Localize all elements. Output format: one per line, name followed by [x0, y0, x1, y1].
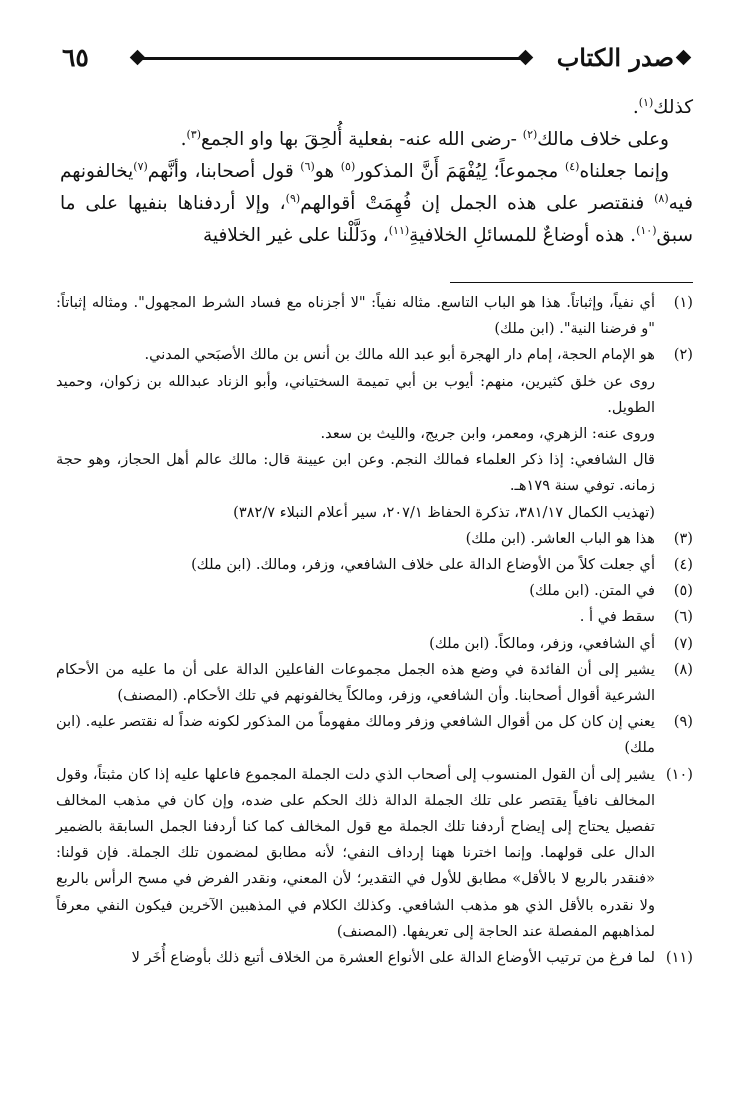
- footnote-number: (١١): [665, 949, 693, 967]
- footnote-line: سقط في أ .: [579, 608, 655, 626]
- text-segment: وإنما جعلناه: [579, 161, 670, 182]
- footnote: [56, 604, 693, 630]
- footnote: [56, 631, 693, 657]
- text-segment: مجموعاً؛ لِيُفْهَمَ أَنَّ المذكور: [355, 161, 565, 182]
- footnote-marker: (٦): [300, 159, 315, 173]
- footnote-line: أي جعلت كلاً من الأوضاع الدالة على خلاف الشافعي، وزفر، ومالك. (ابن ملك): [191, 556, 655, 574]
- text-segment: .: [632, 97, 639, 118]
- footnote-line: أي الشافعي، وزفر، ومالكاً. (ابن ملك): [429, 634, 655, 652]
- footnote: [56, 709, 693, 761]
- header-ornament-diamond: [518, 50, 534, 66]
- footnote-line: في المتن. (ابن ملك): [529, 582, 655, 600]
- paragraph: [60, 124, 693, 156]
- footnote-text: [56, 604, 655, 630]
- footnote-line: يشير إلى أن القول المنسوب إلى أصحاب الذي دلت الجملة المجموع فاعلها عليه إذا كان مثبتاً، وقول المخالف نافياً يقتصر على تلك الجملة الدالة ذلك الحكم على ضده، وإن كان في مذهب المخالف تفصيل يحتاج إلى إيضاح أردفنا تلك الجملة مع قول المخالف كما كنا أردفنا الجمل السابقة بالضمير الدال على قولهما. وإنما اخترنا ههنا إرداف النفي؛ لأنه مطابق لمضمون تلك الجملة. فإن قولنا: «فنقدر بالربع لا بالأقل» مطابق للأول في التقدير؛ لأن المعني، ونقدر الفرض في مسح الرأس بالربع ولا نقدره بالأقل الذي هو مذهب الشافعي. وكذلك الكلام في المذهبين الآخرين فيكون النفي معرفاً لمذاهبهم المفصلة عند الحاجة إلى تعريفها. (المصنف): [56, 765, 655, 940]
- footnote-marker: (١): [638, 95, 654, 109]
- footnote-text: [56, 578, 655, 604]
- footnote-line: يعني إن كان كل من أقوال الشافعي وزفر ومالك مفهوماً من المذكور لكونه ضداً له نقتصر عليه. (ابن ملك): [56, 713, 655, 757]
- footnote-text: [56, 762, 655, 945]
- footnote-line: وروى عنه: الزهري، ومعمر، وابن جريج، والليث بن سعد.: [320, 425, 655, 443]
- footnote-text: [56, 290, 655, 342]
- footnote: [56, 762, 693, 945]
- footnote: [56, 342, 693, 525]
- text-segment: وعلى خلاف مالك: [537, 129, 669, 150]
- footnote: [56, 290, 693, 342]
- footnote-marker: (٤): [564, 159, 580, 173]
- footnote: [56, 657, 693, 709]
- footnote-line: يشير إلى أن الفائدة في وضع هذه الجمل مجموعات الفاعلين الدالة على أن ما عليه من الأحكام الشرعية أقوال أصحابنا. وأن الشافعي، وزفر، ومالكاً يخالفونهم في تلك الأحكام. (المصنف): [56, 660, 655, 705]
- footnote-text: [56, 709, 655, 761]
- footnote-marker: (٧): [133, 159, 148, 173]
- footnote-number: (٩): [673, 713, 693, 731]
- footnote-number: (٥): [673, 582, 693, 600]
- header-ornament-diamond: [676, 50, 692, 66]
- footnote-separator: [450, 282, 693, 283]
- footnote-number: (٨): [673, 660, 693, 678]
- page-number: ٦٥: [62, 43, 89, 72]
- footnote-text: [56, 945, 655, 971]
- footnote-number: (٧): [673, 634, 693, 652]
- footnote-marker: (١٠): [636, 223, 657, 237]
- text-segment: يخالفونهم فيه: [60, 161, 693, 214]
- footnote-line: (تهذيب الكمال ٣٨١/١٧، تذكرة الحفاظ ٢٠٧/١، سير أعلام النبلاء ٣٨٢/٧): [233, 503, 655, 521]
- text-segment: هو: [314, 161, 341, 182]
- main-text: [60, 92, 693, 252]
- footnote-line: لما فرغ من ترتيب الأوضاع الدالة على الأنواع العشرة من الخلاف أتبع ذلك بأوضاع أُخَر لا: [131, 949, 655, 967]
- footnotes: [56, 290, 693, 971]
- footnote-line: أي نفياً، وإثباتاً. هذا هو الباب التاسع. مثاله نفياً: "لا أجزناه مع فساد الشرط المجهول". ومثاله إثباتاً: "و فرضنا النية". (ابن ملك): [56, 294, 655, 338]
- footnote: [56, 526, 693, 552]
- footnote-marker: (١١): [388, 223, 410, 237]
- page-header: [62, 42, 690, 76]
- footnote-text: [56, 342, 655, 525]
- footnote-marker: (٨): [654, 191, 669, 205]
- footnote-marker: (٢): [522, 127, 538, 141]
- text-segment: -رضى الله عنه- بفعلية أُلحِقَ بها واو الجمع: [201, 129, 523, 150]
- footnote-number: (٣): [673, 529, 693, 547]
- text-segment: كذلك: [653, 97, 693, 118]
- paragraph: [60, 92, 693, 124]
- text-segment: . هذه أوضاعٌ للمسائلِ الخلافيةِ: [409, 225, 637, 246]
- footnote-marker: (٥): [340, 159, 356, 173]
- footnote-number: (٦): [673, 608, 693, 626]
- text-segment: .: [180, 129, 187, 150]
- text-segment: ، وإلا أردفناها بنفيها على ما سبق: [60, 193, 693, 246]
- footnote-number: (٢): [673, 346, 693, 364]
- running-title: صدر الكتاب: [556, 43, 674, 72]
- text-segment: ، ودَلَّلْنا على غير الخلافية: [202, 225, 389, 246]
- footnote-marker: (٩): [285, 191, 301, 205]
- footnote-line: روى عن خلق كثيرين، منهم: أيوب بن أبي تميمة السختياني، وأبو الزناد عبدالله بن زكوان، وحميد الطويل.: [56, 372, 655, 416]
- footnote: [56, 945, 693, 971]
- footnote: [56, 578, 693, 604]
- paragraph: [60, 156, 693, 252]
- footnote-line: قال الشافعي: إذا ذكر العلماء فمالك النجم. وعن ابن عيينة قال: مالك عالم أهل الحجاز، وهو حجة زمانه. توفي سنة ١٧٩هـ.: [56, 451, 655, 495]
- footnote-line: هذا هو الباب العاشر. (ابن ملك): [465, 529, 655, 547]
- header-rule: [138, 57, 526, 60]
- footnote-marker: (٣): [186, 127, 201, 141]
- footnote-text: [56, 552, 655, 578]
- text-segment: فنقتصر على هذه الجمل إن فُهِمَتْ أقوالهم: [300, 193, 655, 214]
- footnote-text: [56, 631, 655, 657]
- footnote: [56, 552, 693, 578]
- footnote-line: هو الإمام الحجة، إمام دار الهجرة أبو عبد الله مالك بن أنس بن مالك الأصبَحي المدني.: [144, 346, 655, 364]
- footnote-number: (١٠): [665, 765, 693, 783]
- footnote-text: [56, 657, 655, 709]
- footnote-number: (٤): [673, 556, 693, 574]
- footnote-text: [56, 526, 655, 552]
- footnote-number: (١): [673, 294, 693, 311]
- text-segment: قول أصحابنا، وأنَّهم: [147, 161, 301, 182]
